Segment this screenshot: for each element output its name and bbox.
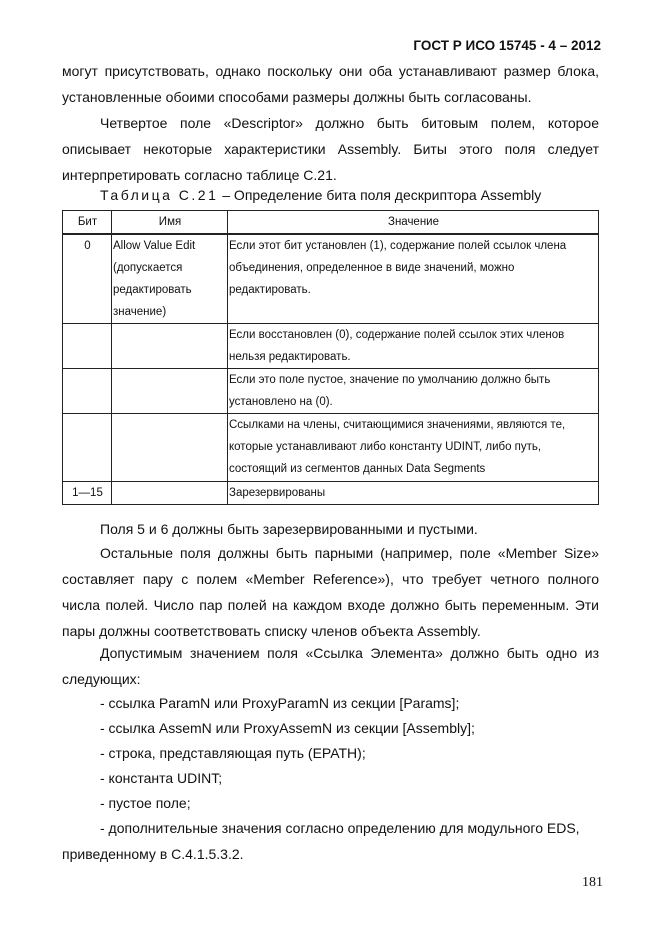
cell-value: Ссылками на члены, считающимися значениями, являются те, которые устанавливают либо константу UDINT, либо путь, состоящий из сегментов данных Data Segments <box>228 414 599 482</box>
list-item: - строка, представляющая путь (EPATH); <box>100 745 366 761</box>
paragraph-paired-fields: Остальные поля должны быть парными (например, поле «Member Size» составляет пару с полем «Member Reference»), что требует четного полного числа полей. Число пар полей на каждом входе должно быть переменным. Эти пары должны соответствовать списку членов объекта Assembly. <box>62 545 599 639</box>
table-row <box>63 414 599 482</box>
document-header: ГОСТ Р ИСО 15745 - 4 – 2012 <box>413 38 601 53</box>
paragraph-block-size: могут присутствовать, однако поскольку они оба устанавливают размер блока, установленные обоими способами размеры должны быть согласованы. <box>62 63 599 105</box>
cell-name <box>112 324 228 369</box>
header-bit: Бит <box>63 211 112 235</box>
cell-value: Зарезервированы <box>228 482 599 505</box>
cell-name: Allow Value Edit (допускается редактировать значение) <box>112 234 228 324</box>
paragraph-descriptor: Четвертое поле «Descriptor» должно быть битовым полем, которое описывает некоторые характеристики Assembly. Биты этого поля следует интерпретировать согласно таблице С.21. <box>62 115 599 183</box>
table-caption-label: Таблица С.21 <box>100 187 219 203</box>
list-item: - пустое поле; <box>100 795 191 811</box>
header-name: Имя <box>112 211 228 235</box>
cell-bit <box>63 324 112 369</box>
page-number: 181 <box>582 875 603 890</box>
cell-value: Если этот бит установлен (1), содержание полей ссылок члена объединения, определенное в виде значений, можно редактировать. <box>228 234 599 324</box>
table-caption-text: – Определение бита поля дескриптора Assembly <box>218 187 542 203</box>
list-item: - дополнительные значения согласно определению для модульного EDS, приведенному в С.4.1.5.3.2. <box>62 820 580 862</box>
cell-bit: 1—15 <box>63 482 112 505</box>
descriptor-bits-table <box>62 210 599 505</box>
table-row <box>63 369 599 414</box>
table-header-row <box>63 211 599 235</box>
cell-name <box>112 414 228 482</box>
paragraph-fields-5-6: Поля 5 и 6 должны быть зарезервированными и пустыми. <box>100 521 478 537</box>
list-item: - ссылка ParamN или ProxyParamN из секции [Params]; <box>100 695 460 711</box>
paragraph-member-reference: Допустимым значением поля «Ссылка Элемента» должно быть одно из следующих: <box>62 645 599 687</box>
table-row <box>63 482 599 505</box>
list-item: - ссылка AssemN или ProxyAssemN из секции [Assembly]; <box>100 720 475 736</box>
cell-value: Если восстановлен (0), содержание полей ссылок этих членов нельзя редактировать. <box>228 324 599 369</box>
cell-value: Если это поле пустое, значение по умолчанию должно быть установлено на (0). <box>228 369 599 414</box>
cell-bit: 0 <box>63 234 112 324</box>
list-item: - константа UDINT; <box>100 770 223 786</box>
cell-bit <box>63 369 112 414</box>
header-value: Значение <box>228 211 599 235</box>
table-caption <box>100 184 541 206</box>
table-row <box>63 234 599 324</box>
cell-name <box>112 482 228 505</box>
table-row <box>63 324 599 369</box>
cell-name <box>112 369 228 414</box>
cell-bit <box>63 414 112 482</box>
